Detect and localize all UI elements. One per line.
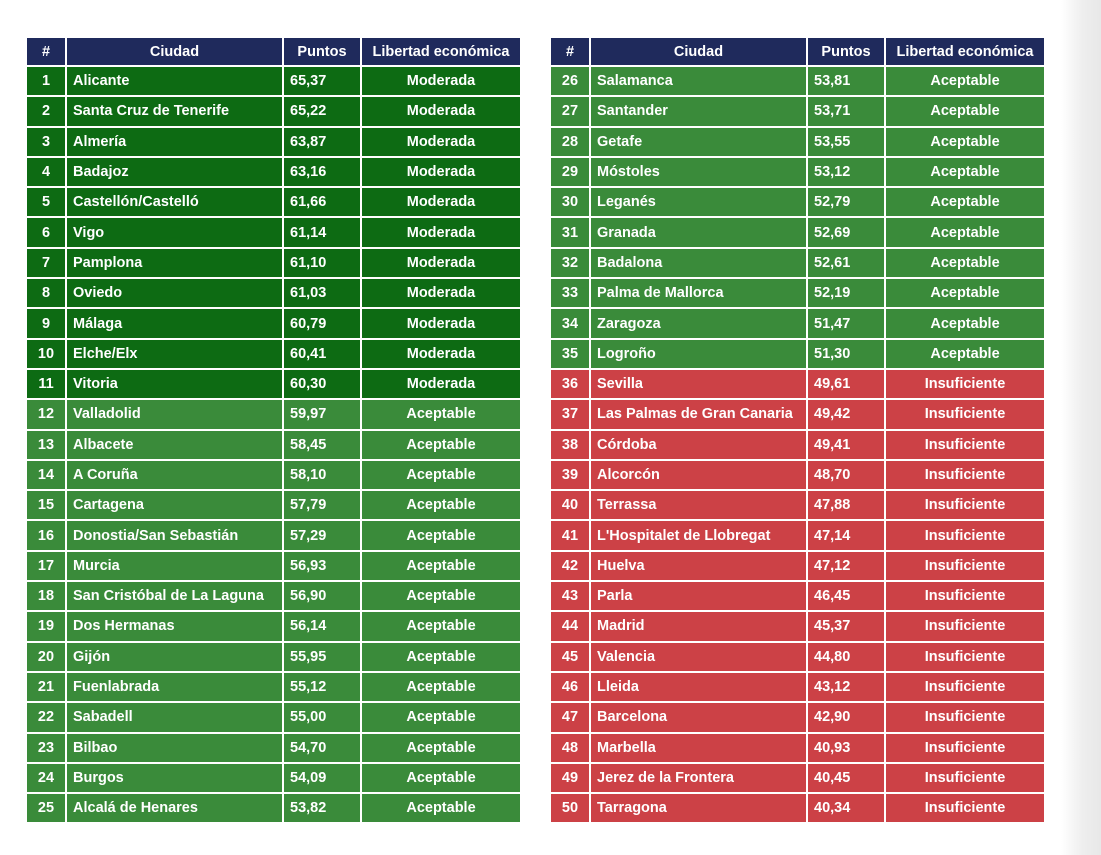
table-row [551,249,1044,277]
rank-cell: 16 [27,521,65,549]
table-row [551,340,1044,368]
table-row [27,794,520,822]
rank-cell: 12 [27,400,65,428]
rank-cell: 24 [27,764,65,792]
city-cell: Granada [591,218,806,246]
table-row [27,128,520,156]
city-cell: Bilbao [67,734,282,762]
table-row [551,612,1044,640]
rank-cell: 8 [27,279,65,307]
table-row [27,461,520,489]
points-cell: 53,82 [284,794,360,822]
table-row [551,188,1044,216]
points-cell: 47,14 [808,521,884,549]
rank-cell: 28 [551,128,589,156]
rank-cell: 38 [551,431,589,459]
rank-cell: 43 [551,582,589,610]
table-row [27,67,520,95]
table-row [27,400,520,428]
economic-freedom-cell: Moderada [362,97,520,125]
rank-cell: 23 [27,734,65,762]
city-cell: Móstoles [591,158,806,186]
city-cell: Alcorcón [591,461,806,489]
table-row [551,370,1044,398]
points-cell: 52,19 [808,279,884,307]
table-row [551,491,1044,519]
table-row [27,734,520,762]
economic-freedom-cell: Aceptable [362,400,520,428]
city-cell: Málaga [67,309,282,337]
city-cell: Murcia [67,552,282,580]
points-cell: 55,00 [284,703,360,731]
points-cell: 53,12 [808,158,884,186]
economic-freedom-cell: Aceptable [886,128,1044,156]
city-cell: San Cristóbal de La Laguna [67,582,282,610]
rank-cell: 40 [551,491,589,519]
points-cell: 58,10 [284,461,360,489]
economic-freedom-cell: Insuficiente [886,673,1044,701]
table-row [551,794,1044,822]
city-cell: Burgos [67,764,282,792]
city-cell: Oviedo [67,279,282,307]
economic-freedom-cell: Insuficiente [886,794,1044,822]
header-economic-freedom: Libertad económica [886,38,1044,65]
rank-cell: 30 [551,188,589,216]
points-cell: 47,12 [808,552,884,580]
rank-cell: 9 [27,309,65,337]
table-row [27,97,520,125]
economic-freedom-cell: Aceptable [886,97,1044,125]
table-row [27,643,520,671]
points-cell: 57,29 [284,521,360,549]
economic-freedom-cell: Aceptable [886,340,1044,368]
city-cell: Alcalá de Henares [67,794,282,822]
points-cell: 49,41 [808,431,884,459]
points-cell: 40,45 [808,764,884,792]
city-cell: Pamplona [67,249,282,277]
header-rank: # [27,38,65,65]
economic-freedom-cell: Moderada [362,188,520,216]
economic-freedom-cell: Moderada [362,370,520,398]
table-row [551,158,1044,186]
rank-cell: 1 [27,67,65,95]
city-cell: Badajoz [67,158,282,186]
city-cell: Santa Cruz de Tenerife [67,97,282,125]
table-row [27,309,520,337]
header-city: Ciudad [67,38,282,65]
economic-freedom-cell: Aceptable [362,643,520,671]
economic-freedom-cell: Aceptable [362,794,520,822]
rank-cell: 19 [27,612,65,640]
points-cell: 47,88 [808,491,884,519]
rank-cell: 13 [27,431,65,459]
table-row [551,97,1044,125]
city-cell: Sabadell [67,703,282,731]
economic-freedom-cell: Moderada [362,218,520,246]
points-cell: 51,47 [808,309,884,337]
city-cell: Vigo [67,218,282,246]
economic-freedom-cell: Insuficiente [886,370,1044,398]
economic-freedom-cell: Aceptable [886,158,1044,186]
city-cell: Logroño [591,340,806,368]
header-rank: # [551,38,589,65]
economic-freedom-cell: Moderada [362,158,520,186]
rank-cell: 32 [551,249,589,277]
rank-cell: 47 [551,703,589,731]
economic-freedom-cell: Aceptable [362,491,520,519]
points-cell: 56,90 [284,582,360,610]
rank-cell: 45 [551,643,589,671]
rank-cell: 36 [551,370,589,398]
rank-cell: 39 [551,461,589,489]
city-cell: Salamanca [591,67,806,95]
city-cell: Vitoria [67,370,282,398]
city-cell: Huelva [591,552,806,580]
points-cell: 52,79 [808,188,884,216]
header-points: Puntos [284,38,360,65]
rank-cell: 18 [27,582,65,610]
city-cell: A Coruña [67,461,282,489]
table-row [551,128,1044,156]
rank-cell: 50 [551,794,589,822]
city-cell: Zaragoza [591,309,806,337]
economic-freedom-cell: Aceptable [362,703,520,731]
city-cell: Leganés [591,188,806,216]
points-cell: 52,61 [808,249,884,277]
rank-cell: 20 [27,643,65,671]
rank-cell: 2 [27,97,65,125]
rank-cell: 46 [551,673,589,701]
rank-cell: 29 [551,158,589,186]
table-row [551,734,1044,762]
table-row [27,582,520,610]
city-cell: Valencia [591,643,806,671]
city-cell: Tarragona [591,794,806,822]
economic-freedom-cell: Moderada [362,67,520,95]
city-cell: L'Hospitalet de Llobregat [591,521,806,549]
table-row [27,491,520,519]
economic-freedom-cell: Moderada [362,279,520,307]
economic-freedom-cell: Insuficiente [886,552,1044,580]
points-cell: 61,10 [284,249,360,277]
table-row [27,370,520,398]
city-cell: Córdoba [591,431,806,459]
points-cell: 53,71 [808,97,884,125]
points-cell: 57,79 [284,491,360,519]
rank-cell: 33 [551,279,589,307]
table-row [551,764,1044,792]
city-cell: Castellón/Castelló [67,188,282,216]
city-cell: Elche/Elx [67,340,282,368]
city-cell: Getafe [591,128,806,156]
points-cell: 40,34 [808,794,884,822]
city-cell: Parla [591,582,806,610]
economic-freedom-cell: Aceptable [886,309,1044,337]
city-cell: Santander [591,97,806,125]
table-row [27,673,520,701]
points-cell: 61,14 [284,218,360,246]
economic-freedom-cell: Aceptable [362,734,520,762]
economic-freedom-cell: Insuficiente [886,612,1044,640]
table-row [551,461,1044,489]
economic-freedom-cell: Insuficiente [886,491,1044,519]
points-cell: 63,87 [284,128,360,156]
page-edge-shadow [1061,0,1101,855]
table-row [551,431,1044,459]
table-row [27,521,520,549]
rank-cell: 6 [27,218,65,246]
points-cell: 61,03 [284,279,360,307]
points-cell: 49,42 [808,400,884,428]
economic-freedom-cell: Aceptable [362,461,520,489]
table-row [27,431,520,459]
points-cell: 60,30 [284,370,360,398]
economic-freedom-cell: Insuficiente [886,431,1044,459]
city-cell: Valladolid [67,400,282,428]
economic-freedom-cell: Aceptable [362,582,520,610]
rank-cell: 44 [551,612,589,640]
rank-cell: 27 [551,97,589,125]
economic-freedom-cell: Insuficiente [886,764,1044,792]
table-body-right [551,67,1044,822]
table-header-row [27,38,520,65]
points-cell: 45,37 [808,612,884,640]
city-cell: Las Palmas de Gran Canaria [591,400,806,428]
table-row [551,400,1044,428]
economic-freedom-cell: Moderada [362,309,520,337]
table-row [27,552,520,580]
economic-freedom-cell: Aceptable [362,673,520,701]
city-cell: Almería [67,128,282,156]
economic-freedom-cell: Insuficiente [886,734,1044,762]
economic-freedom-cell: Aceptable [362,431,520,459]
table-row [551,67,1044,95]
rank-cell: 31 [551,218,589,246]
economic-freedom-cell: Insuficiente [886,461,1044,489]
table-row [27,218,520,246]
city-cell: Barcelona [591,703,806,731]
city-cell: Donostia/San Sebastián [67,521,282,549]
table-row [551,582,1044,610]
ranking-table-left [25,36,522,824]
city-cell: Jerez de la Frontera [591,764,806,792]
points-cell: 42,90 [808,703,884,731]
rank-cell: 11 [27,370,65,398]
rank-cell: 26 [551,67,589,95]
table-row [551,703,1044,731]
city-cell: Cartagena [67,491,282,519]
table-row [551,309,1044,337]
table-row [551,643,1044,671]
rank-cell: 4 [27,158,65,186]
table-header-row [551,38,1044,65]
economic-freedom-cell: Insuficiente [886,582,1044,610]
table-row [27,279,520,307]
rank-cell: 7 [27,249,65,277]
rank-cell: 14 [27,461,65,489]
economic-freedom-cell: Aceptable [886,67,1044,95]
economic-freedom-cell: Moderada [362,340,520,368]
city-cell: Alicante [67,67,282,95]
points-cell: 51,30 [808,340,884,368]
table-row [27,158,520,186]
city-cell: Albacete [67,431,282,459]
points-cell: 65,22 [284,97,360,125]
points-cell: 46,45 [808,582,884,610]
rank-cell: 15 [27,491,65,519]
city-cell: Terrassa [591,491,806,519]
city-cell: Marbella [591,734,806,762]
points-cell: 59,97 [284,400,360,428]
rank-cell: 37 [551,400,589,428]
table-body-left [27,67,520,822]
economic-freedom-cell: Aceptable [362,612,520,640]
rank-cell: 5 [27,188,65,216]
table-row [551,279,1044,307]
rank-cell: 17 [27,552,65,580]
points-cell: 52,69 [808,218,884,246]
economic-freedom-cell: Aceptable [886,249,1044,277]
points-cell: 60,41 [284,340,360,368]
header-economic-freedom: Libertad económica [362,38,520,65]
points-cell: 58,45 [284,431,360,459]
rank-cell: 34 [551,309,589,337]
economic-freedom-cell: Insuficiente [886,400,1044,428]
economic-freedom-cell: Moderada [362,128,520,156]
points-cell: 53,55 [808,128,884,156]
header-points: Puntos [808,38,884,65]
points-cell: 65,37 [284,67,360,95]
rank-cell: 41 [551,521,589,549]
city-cell: Lleida [591,673,806,701]
rank-cell: 48 [551,734,589,762]
points-cell: 44,80 [808,643,884,671]
table-row [27,249,520,277]
economic-freedom-cell: Moderada [362,249,520,277]
points-cell: 43,12 [808,673,884,701]
city-cell: Gijón [67,643,282,671]
table-row [27,340,520,368]
economic-freedom-cell: Insuficiente [886,703,1044,731]
table-row [551,673,1044,701]
economic-freedom-cell: Aceptable [362,764,520,792]
rank-cell: 22 [27,703,65,731]
points-cell: 54,09 [284,764,360,792]
points-cell: 63,16 [284,158,360,186]
economic-freedom-cell: Aceptable [886,279,1044,307]
city-cell: Madrid [591,612,806,640]
points-cell: 61,66 [284,188,360,216]
points-cell: 55,95 [284,643,360,671]
table-row [551,552,1044,580]
header-city: Ciudad [591,38,806,65]
rank-cell: 21 [27,673,65,701]
economic-freedom-cell: Aceptable [362,521,520,549]
rank-cell: 49 [551,764,589,792]
economic-freedom-cell: Aceptable [362,552,520,580]
table-row [551,218,1044,246]
points-cell: 55,12 [284,673,360,701]
economic-freedom-cell: Insuficiente [886,643,1044,671]
points-cell: 48,70 [808,461,884,489]
points-cell: 56,14 [284,612,360,640]
city-cell: Palma de Mallorca [591,279,806,307]
points-cell: 54,70 [284,734,360,762]
table-row [27,612,520,640]
table-row [27,703,520,731]
city-cell: Sevilla [591,370,806,398]
economic-freedom-cell: Aceptable [886,188,1044,216]
economic-freedom-cell: Insuficiente [886,521,1044,549]
points-cell: 40,93 [808,734,884,762]
rank-cell: 35 [551,340,589,368]
table-row [27,188,520,216]
rank-cell: 3 [27,128,65,156]
city-cell: Dos Hermanas [67,612,282,640]
rank-cell: 25 [27,794,65,822]
rank-cell: 10 [27,340,65,368]
points-cell: 53,81 [808,67,884,95]
points-cell: 60,79 [284,309,360,337]
city-cell: Badalona [591,249,806,277]
ranking-table-right [549,36,1046,824]
points-cell: 56,93 [284,552,360,580]
rank-cell: 42 [551,552,589,580]
points-cell: 49,61 [808,370,884,398]
economic-freedom-cell: Aceptable [886,218,1044,246]
table-row [551,521,1044,549]
city-cell: Fuenlabrada [67,673,282,701]
table-row [27,764,520,792]
